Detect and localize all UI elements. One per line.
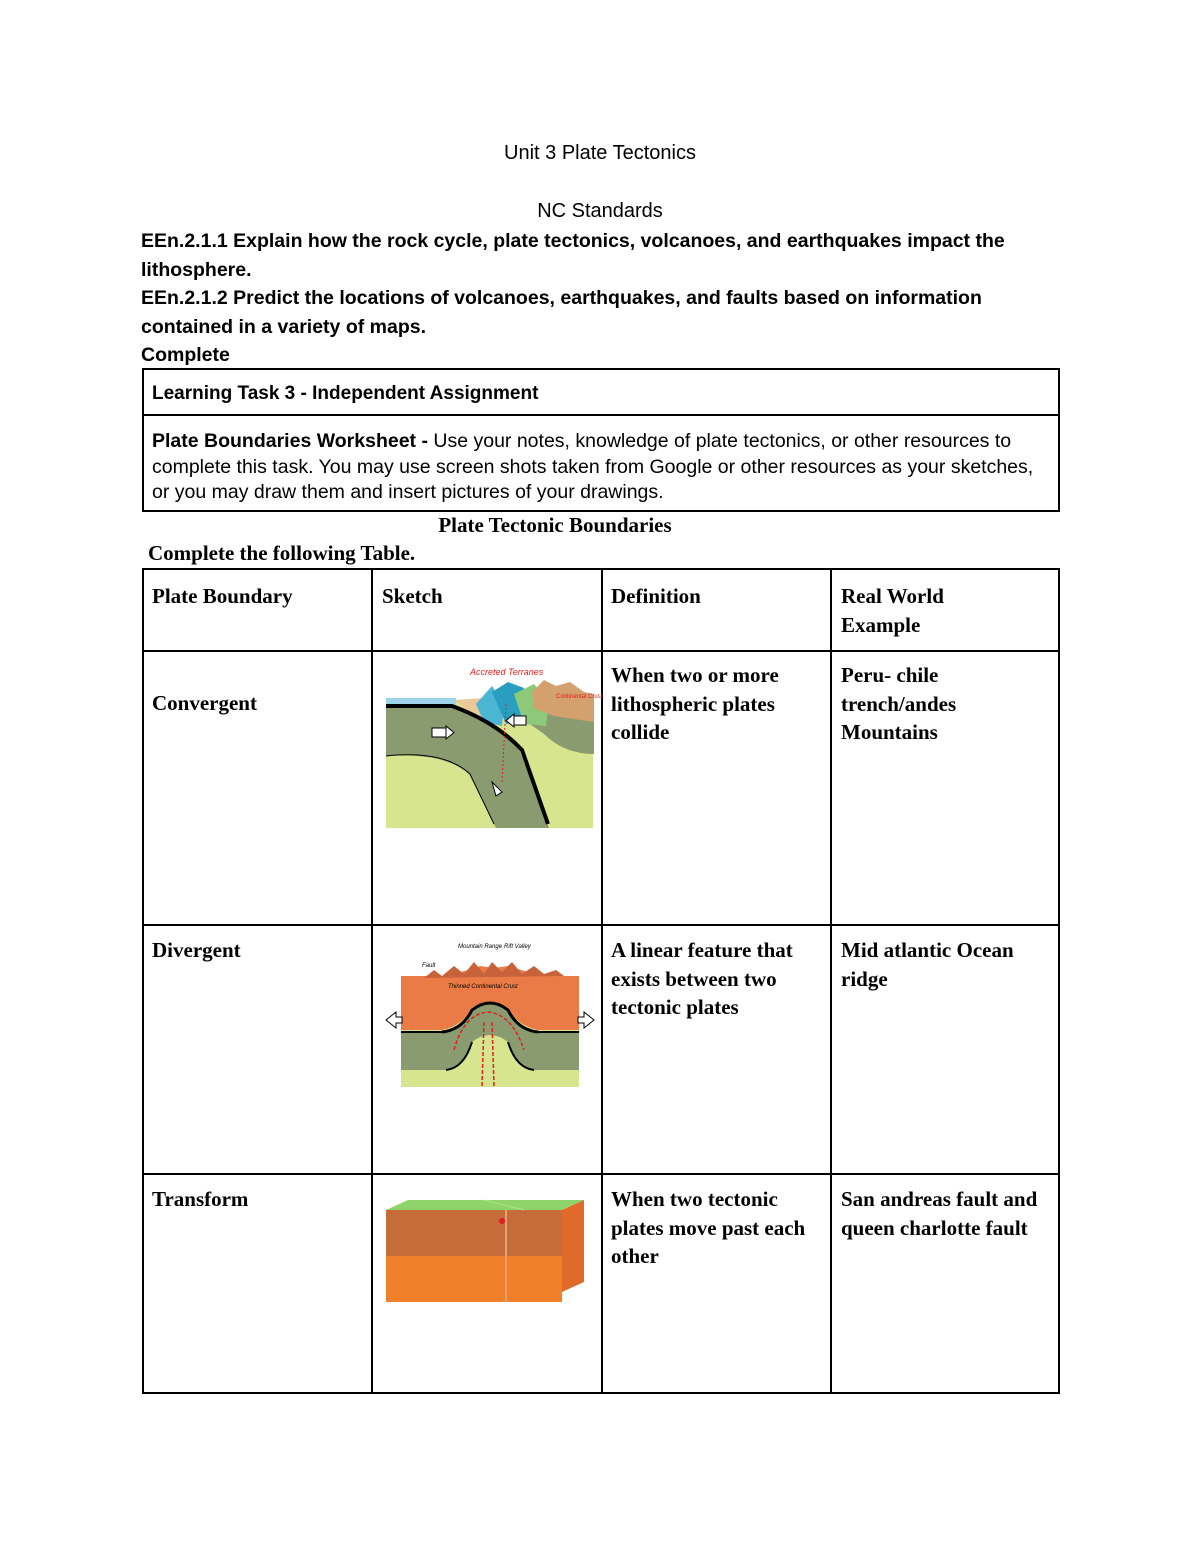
row-definition: When two or more lithospheric plates collide xyxy=(611,663,779,744)
task-title: Learning Task 3 - Independent Assignment xyxy=(144,370,1058,416)
header-plate-boundary: Plate Boundary xyxy=(152,584,293,608)
label-mountain-range: Mountain Range xyxy=(458,944,503,950)
side-face xyxy=(562,1200,584,1292)
task-body xyxy=(152,429,1042,506)
row-divider xyxy=(144,924,1058,926)
column-divider xyxy=(371,570,373,1392)
label-rift-valley: Rift Valley xyxy=(504,944,531,950)
page-title: Unit 3 Plate Tectonics xyxy=(504,142,696,164)
surface-layer xyxy=(386,1200,584,1210)
epicenter-marker xyxy=(499,1218,505,1224)
row-example: Peru- chile trench/andes Mountains xyxy=(841,663,957,744)
plate-motion-arrow xyxy=(432,728,446,737)
table-instruction: Complete the following Table. xyxy=(148,541,416,565)
header-definition: Definition xyxy=(611,584,701,608)
task-box xyxy=(142,368,1060,512)
row-example: Mid atlantic Ocean ridge xyxy=(841,938,1014,991)
row-divider xyxy=(144,1173,1058,1175)
plate-motion-arrow xyxy=(386,1012,402,1028)
row-definition: A linear feature that exists between two tectonic plates xyxy=(611,938,793,1019)
label-thinned-crust: Thinned Continental Crust xyxy=(448,984,518,990)
convergent-sketch xyxy=(384,664,603,830)
standard-2: EEn.2.1.2 Predict the locations of volcanoes, earthquakes, and faults based on information contained in a variety of maps. xyxy=(141,287,982,338)
plate-motion-arrow xyxy=(514,716,526,725)
row-example: San andreas fault and queen charlotte fault xyxy=(841,1187,1038,1240)
header-real-world-example: Real World Example xyxy=(841,584,944,637)
row-divider xyxy=(144,650,1058,652)
standard-1: EEn.2.1.1 Explain how the rock cycle, plate tectonics, volcanoes, and earthquakes impact the lithosphere. xyxy=(141,230,1005,281)
standards-heading: NC Standards xyxy=(537,200,663,222)
upper-crust xyxy=(386,1210,562,1256)
plate-motion-arrow xyxy=(578,1012,594,1028)
divergent-sketch xyxy=(384,940,596,1090)
row-definition: When two tectonic plates move past each other xyxy=(611,1187,806,1268)
task-body-bold: Plate Boundaries Worksheet - xyxy=(152,430,434,452)
label-fault: Fault xyxy=(422,963,436,969)
lower-crust xyxy=(386,1256,562,1302)
boundaries-table xyxy=(142,568,1060,1394)
table-title: Plate Tectonic Boundaries xyxy=(438,513,672,537)
row-boundary: Transform xyxy=(152,1187,249,1211)
label-continental-crust: Continental Crust xyxy=(556,694,603,700)
task-body-text: Use your notes, knowledge of plate tectonics, or other resources to complete this task. You may use screen shots taken from Google or other resources as your sketches, or you may draw them and insert pictures of your drawings. xyxy=(152,430,1034,503)
label-accreted-terranes: Accreted Terranes xyxy=(470,667,544,677)
complete-label: Complete xyxy=(141,344,230,366)
row-boundary: Convergent xyxy=(152,691,257,715)
row-boundary: Divergent xyxy=(152,938,241,962)
transform-sketch xyxy=(384,1198,596,1306)
column-divider xyxy=(830,570,832,1392)
header-sketch: Sketch xyxy=(382,584,443,608)
mountain-range xyxy=(424,962,564,978)
